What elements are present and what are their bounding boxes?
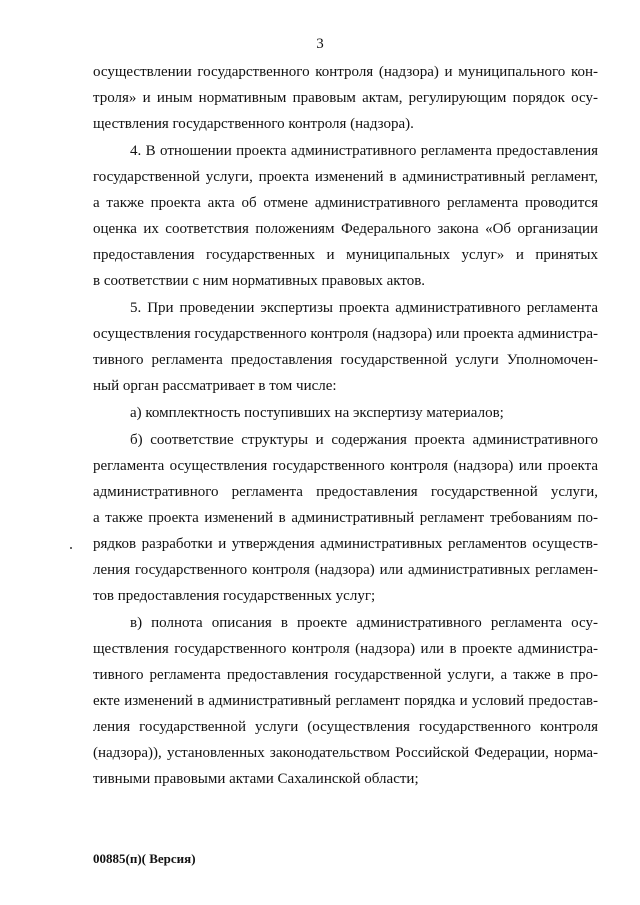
text-line: екте изменений в административный регламент порядка и условий предостав-	[93, 693, 598, 709]
text-line: а также проекта акта об отмене административного регламента проводится	[93, 195, 598, 211]
text-line: троля» и иным нормативным правовым актам, регулирующим порядок осу-	[93, 90, 598, 106]
text-line: тивными правовыми актами Сахалинской области;	[93, 771, 419, 787]
text-line: регламента осуществления государственного контроля (надзора) или проекта	[93, 458, 598, 474]
text-line: ления государственной услуги (осуществления государственного контроля	[93, 719, 598, 735]
text-line: государственной услуги, проекта изменений в административный регламент,	[93, 169, 598, 185]
paragraph-5-first-line: 5. При проведении экспертизы проекта административного регламента	[130, 300, 598, 316]
text-line: в соответствии с ним нормативных правовых актов.	[93, 273, 426, 289]
text-line: оценка их соответствия положениям Федерального закона «Об организации	[93, 221, 598, 237]
text-line: тивного регламента предоставления государственной услуги Уполномочен-	[93, 352, 598, 368]
text-line: тивного регламента предоставления государственной услуги, а также в про-	[93, 667, 598, 683]
page-number: 3	[316, 36, 324, 52]
text-line: ный орган рассматривает в том числе:	[93, 378, 337, 394]
text-line: а также проекта изменений в административный регламент требованиям по-	[93, 510, 598, 526]
item-b-first-line: б) соответствие структуры и содержания проекта административного	[130, 432, 598, 448]
text-line: административного регламента предоставления государственной услуги,	[93, 484, 598, 500]
item-v-first-line: в) полнота описания в проекте административного регламента осу-	[130, 615, 598, 631]
text-line: рядков разработки и утверждения административных регламентов осуществ-	[93, 536, 598, 552]
text-line: ществления государственного контроля (надзора).	[93, 116, 414, 132]
text-line: осуществлении государственного контроля (надзора) и муниципального кон-	[93, 64, 598, 80]
text-line: тов предоставления государственных услуг;	[93, 588, 376, 604]
text-line: ления государственного контроля (надзора) или административных регламен-	[93, 562, 598, 578]
document-footer-code: 00885(п)( Версия)	[93, 851, 196, 866]
paragraph-4-first-line: 4. В отношении проекта административного регламента предоставления	[130, 143, 598, 159]
text-line: предоставления государственных и муниципальных услуг» и принятых	[93, 247, 598, 263]
text-line: (надзора)), установленных законодательством Российской Федерации, норма-	[93, 745, 598, 761]
text-line: ществления государственного контроля (надзора) или в проекте администра-	[93, 641, 598, 657]
scan-speck	[70, 547, 72, 549]
text-line: осуществления государственного контроля (надзора) или проекта администра-	[93, 326, 598, 342]
item-a-line: а) комплектность поступивших на экспертизу материалов;	[130, 405, 504, 421]
